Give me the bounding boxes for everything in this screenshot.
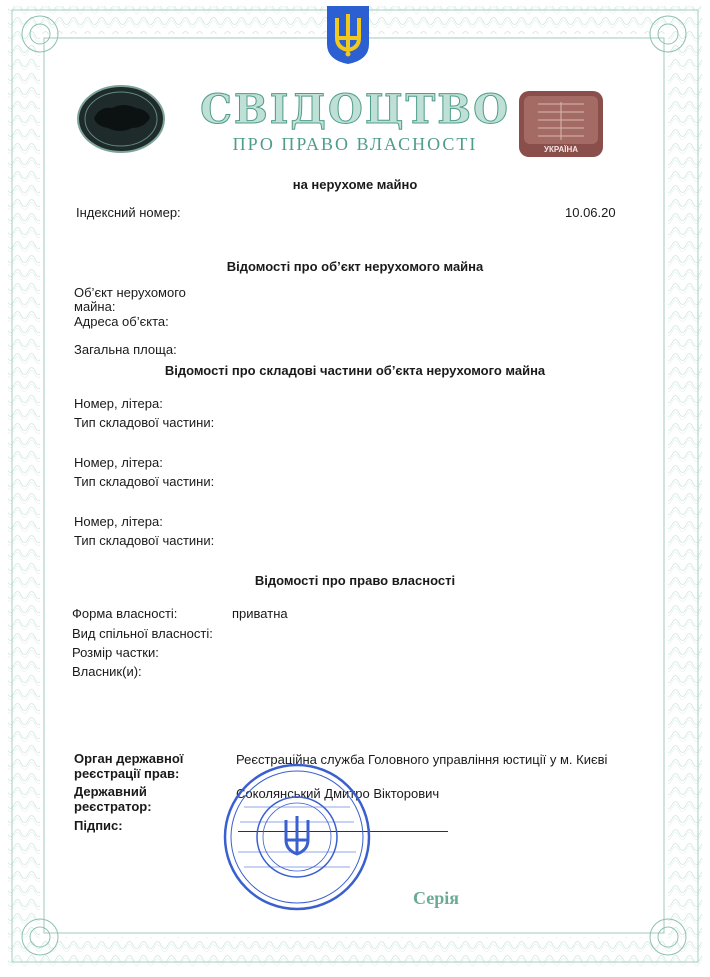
parts-section-heading: Відомості про складові частини об’єкта нерухомого майна xyxy=(164,363,546,378)
seria-label: Серія xyxy=(413,888,459,908)
document-heading: на нерухоме майно xyxy=(292,177,418,192)
object-label-line2: майна: xyxy=(74,299,116,314)
index-number-label: Індексний номер: xyxy=(76,205,181,220)
organ-label-line2: реєстрації прав: xyxy=(74,766,180,781)
object-label-line1: Об’єкт нерухомого xyxy=(74,285,186,300)
owners-label: Власник(и): xyxy=(72,664,142,679)
joint-ownership-label: Вид спільної власності: xyxy=(72,626,213,641)
part-number-label: Номер, літера: xyxy=(74,514,163,529)
issue-date: 10.06.20 xyxy=(565,205,616,220)
signature-label: Підпис: xyxy=(74,818,123,833)
registrar-value: Соколянський Дмитро Вікторович xyxy=(236,786,440,801)
ownership-section-heading: Відомості про право власності xyxy=(254,573,456,588)
organ-value: Реєстраційна служба Головного управління юстиції у м. Києві xyxy=(236,752,608,767)
part-number-label: Номер, літера: xyxy=(74,455,163,470)
organ-label-line1: Орган державної xyxy=(74,751,184,766)
registrar-label-line1: Державний xyxy=(74,784,147,799)
part-type-label: Тип складової частини: xyxy=(74,474,215,489)
document-title: СВІДОЦТВО xyxy=(200,86,510,133)
official-seal-icon xyxy=(222,762,372,912)
part-type-label: Тип складової частини: xyxy=(74,415,215,430)
object-section-heading: Відомості про об’єкт нерухомого майна xyxy=(226,259,484,274)
registrar-label-line2: реєстратор: xyxy=(74,799,152,814)
trident-emblem-icon xyxy=(323,4,373,66)
ownership-form-label: Форма власності: xyxy=(72,606,178,621)
area-label: Загальна площа: xyxy=(74,342,177,357)
part-type-label: Тип складової частини: xyxy=(74,533,215,548)
share-size-label: Розмір частки: xyxy=(72,645,159,660)
ownership-form-value: приватна xyxy=(232,606,288,621)
document-subtitle: ПРО ПРАВО ВЛАСНОСТІ xyxy=(232,134,478,154)
hologram-country-label: УКРАЇНА xyxy=(544,145,579,154)
address-label: Адреса об’єкта: xyxy=(74,314,169,329)
part-number-label: Номер, літера: xyxy=(74,396,163,411)
